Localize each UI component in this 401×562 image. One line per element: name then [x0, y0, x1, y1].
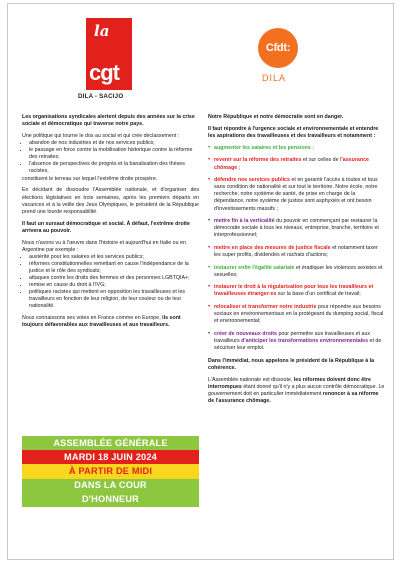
votes-paragraph	[22, 315, 199, 329]
policy-item: • le passage en force contre la mobilisation historique contre la réforme des retraites;	[29, 147, 199, 161]
demand-tail: et éradiquer les violences sexistes et sexuelles;	[214, 264, 383, 278]
demand-head: instaurer enfin l'égalité salariale	[214, 264, 295, 271]
demand-head: augmenter les salaires et les pensions	[214, 144, 311, 151]
final-text: étant donné qu'il n'y a plus aucun contrôle démocratique. Le gouvernement doit en particulier immédiatement	[208, 383, 385, 397]
green-bullet-icon: •	[208, 144, 211, 151]
demand-tail: ;	[310, 144, 314, 151]
leaflet-page	[7, 3, 394, 560]
purple-bullet-icon: •	[208, 330, 211, 337]
demand-head: défendre nos services publics	[214, 177, 290, 184]
red-bullet-icon: •	[208, 244, 211, 251]
red-bullet-icon: •	[208, 303, 211, 310]
policy-intro: Une politique qui tourne le dos au social et qui crée déclassement :	[22, 132, 180, 139]
banner-line-place-2: D'HONNEUR	[22, 493, 199, 507]
policy-list	[22, 140, 199, 175]
demand-head: mettre en place des mesures de justice fiscale	[214, 244, 331, 251]
demand-tail: et en garantir l'accès à toutes et tous sans condition de nationalité et sur tout le territoire. Notre école, notre recherche, notre système de santé, de prise en charge de la dépendance, notre système de justice sont asphyxiés et ont besoin d'investissements massifs ;	[214, 177, 378, 212]
final-paragraph	[208, 377, 385, 405]
red-bullet-icon: •	[208, 284, 211, 291]
dissolution-paragraph: En décidant de dissoudre l'Assemblée nationale, et d'organiser des élections législatives en trois semaines, après les premiers départs en vacances et à la veille des Jeux Olympiques, le président de la République prend une lourde responsabilité.	[22, 187, 199, 215]
policy-item: • l'absence de perspectives de progrès et la banalisation des thèses racistes,	[29, 161, 199, 175]
demand-tail: sur la base d'un certificat de travail;	[276, 291, 361, 298]
demand-tail: et notamment taxer les super profits, dividendes et rachats d'actions;	[214, 244, 378, 258]
demand-text: et sur celles de	[301, 157, 341, 164]
banner-line-time: À PARTIR DE MIDI	[22, 464, 199, 478]
demand-head: revenir sur la réforme des retraites	[214, 157, 302, 164]
cgt-logo-block	[86, 18, 132, 90]
assembly-banner	[22, 436, 199, 507]
demand-tail: ;	[237, 164, 241, 171]
demand-item	[208, 331, 385, 352]
demand-head: mettre fin à la verticalité	[214, 218, 275, 225]
cfdt-logo-circle	[258, 28, 298, 68]
demand-item	[208, 145, 385, 152]
demand-head: créer de nouveaux droits	[214, 330, 277, 337]
votes-bold: ils sont toujours défavorables aux travailleuses et aux travailleurs.	[22, 315, 181, 329]
demand-item	[208, 304, 385, 325]
policy-item: • abandon de nos industries et de nos services publics;	[29, 140, 199, 147]
red-bullet-icon: •	[208, 177, 211, 184]
history-item: • remise en cause du droit à l'IVG;	[29, 282, 199, 289]
demand-tail: pour répondre aux besoins sociaux en environnementaux en la protégeant du dumping social, fiscal et environnemental;	[214, 303, 384, 325]
demand-item	[208, 245, 385, 259]
demand-head: d'anticiper les transformations environnementales	[241, 337, 369, 344]
right-column	[208, 114, 385, 410]
history-item: • attaques contre les droits des femmes et des personnes LGBTQIA+;	[29, 275, 199, 282]
banner-line-date: MARDI 18 JUIN 2024	[22, 450, 199, 464]
votes-plain: Nous connaissons ses votes en France comme en Europe,	[22, 315, 163, 322]
demand-head: l'assurance chômage	[214, 157, 369, 171]
intro-paragraph: Les organisations syndicales alertent depuis des années sur la crise sociale et démocratique qui traverse notre pays.	[22, 114, 195, 128]
demand-item	[208, 284, 385, 298]
history-intro: Nous n'avons vu à l'œuvre dans l'histoire et aujourd'hui en Italie ou en Argentine par exemple :	[22, 239, 186, 253]
banner-line-title: ASSEMBLÉE GÉNÉRALE	[22, 436, 199, 450]
left-column	[22, 114, 199, 334]
demand-tail: du pouvoir en commençant par restaurer la démocratie sociale à tous les niveaux, entreprise, branche, territoire et interprofessionnel;	[214, 218, 379, 239]
cgt-logo-word: cgt	[89, 60, 119, 85]
final-text: L'Assemblée nationale est dissoute,	[208, 376, 294, 383]
history-item: • austérité pour les salaires et les services publics;	[29, 254, 199, 261]
history-item: • politiques racistes qui mettent en opposition les travailleuses et les travailleurs en fonction de leur religion, de leur couleur ou de leur nationalité.	[29, 289, 199, 310]
final-bold: les réformes doivent donc être interrompues	[208, 376, 371, 390]
banner-line-place-1: DANS LA COUR	[22, 479, 199, 493]
demand-item	[208, 218, 385, 239]
history-list	[22, 254, 199, 311]
policy-outro: constituent le terreau sur lequel l'extrême droite prospère.	[22, 175, 158, 182]
history-item: • réformes constitutionnelles remettant en cause l'indépendance de la justice et le rôle des syndicats;	[29, 261, 199, 275]
danger-paragraph: Notre République et notre démocratie sont en danger.	[208, 114, 344, 120]
demand-head: instaurer le droit à la régularisation pour tous les travailleurs et travailleuses étranger·es	[214, 284, 374, 298]
demand-item	[208, 157, 385, 171]
urgence-paragraph: Il faut répondre à l'urgence sociale et environnementale et entendre les aspirations des travailleuses et des travailleurs et notamment :	[208, 125, 379, 139]
cfdt-logo-subtitle: DILA	[262, 73, 287, 83]
red-bullet-icon: •	[208, 157, 211, 164]
appel-paragraph: Dans l'immédiat, nous appelons le président de la République à la cohérence.	[208, 357, 375, 371]
demand-head: relocaliser et transformer notre industrie	[214, 303, 317, 310]
green-bullet-icon: •	[208, 264, 211, 271]
demand-item	[208, 177, 385, 212]
final-bold: renoncer à sa réforme de l'assurance chômage.	[208, 390, 379, 404]
demand-item	[208, 265, 385, 279]
cgt-logo-la: la	[94, 22, 110, 40]
demand-tail: et de sécuriser leur emploi.	[214, 337, 382, 351]
cfdt-logo	[252, 28, 312, 83]
cgt-logo-subtitle: DILA - SACIJO	[78, 93, 124, 100]
sursaut-paragraph: Il faut un sursaut démocratique et social. À défaut, l'extrême droite arrivera au pouvoir.	[22, 220, 190, 234]
cfdt-logo-word: Cfdt:	[265, 42, 291, 54]
demand-text: pour permettre aux travailleuses et aux travailleurs	[214, 330, 371, 344]
purple-bullet-icon: •	[208, 218, 211, 225]
cgt-logo	[78, 18, 148, 100]
